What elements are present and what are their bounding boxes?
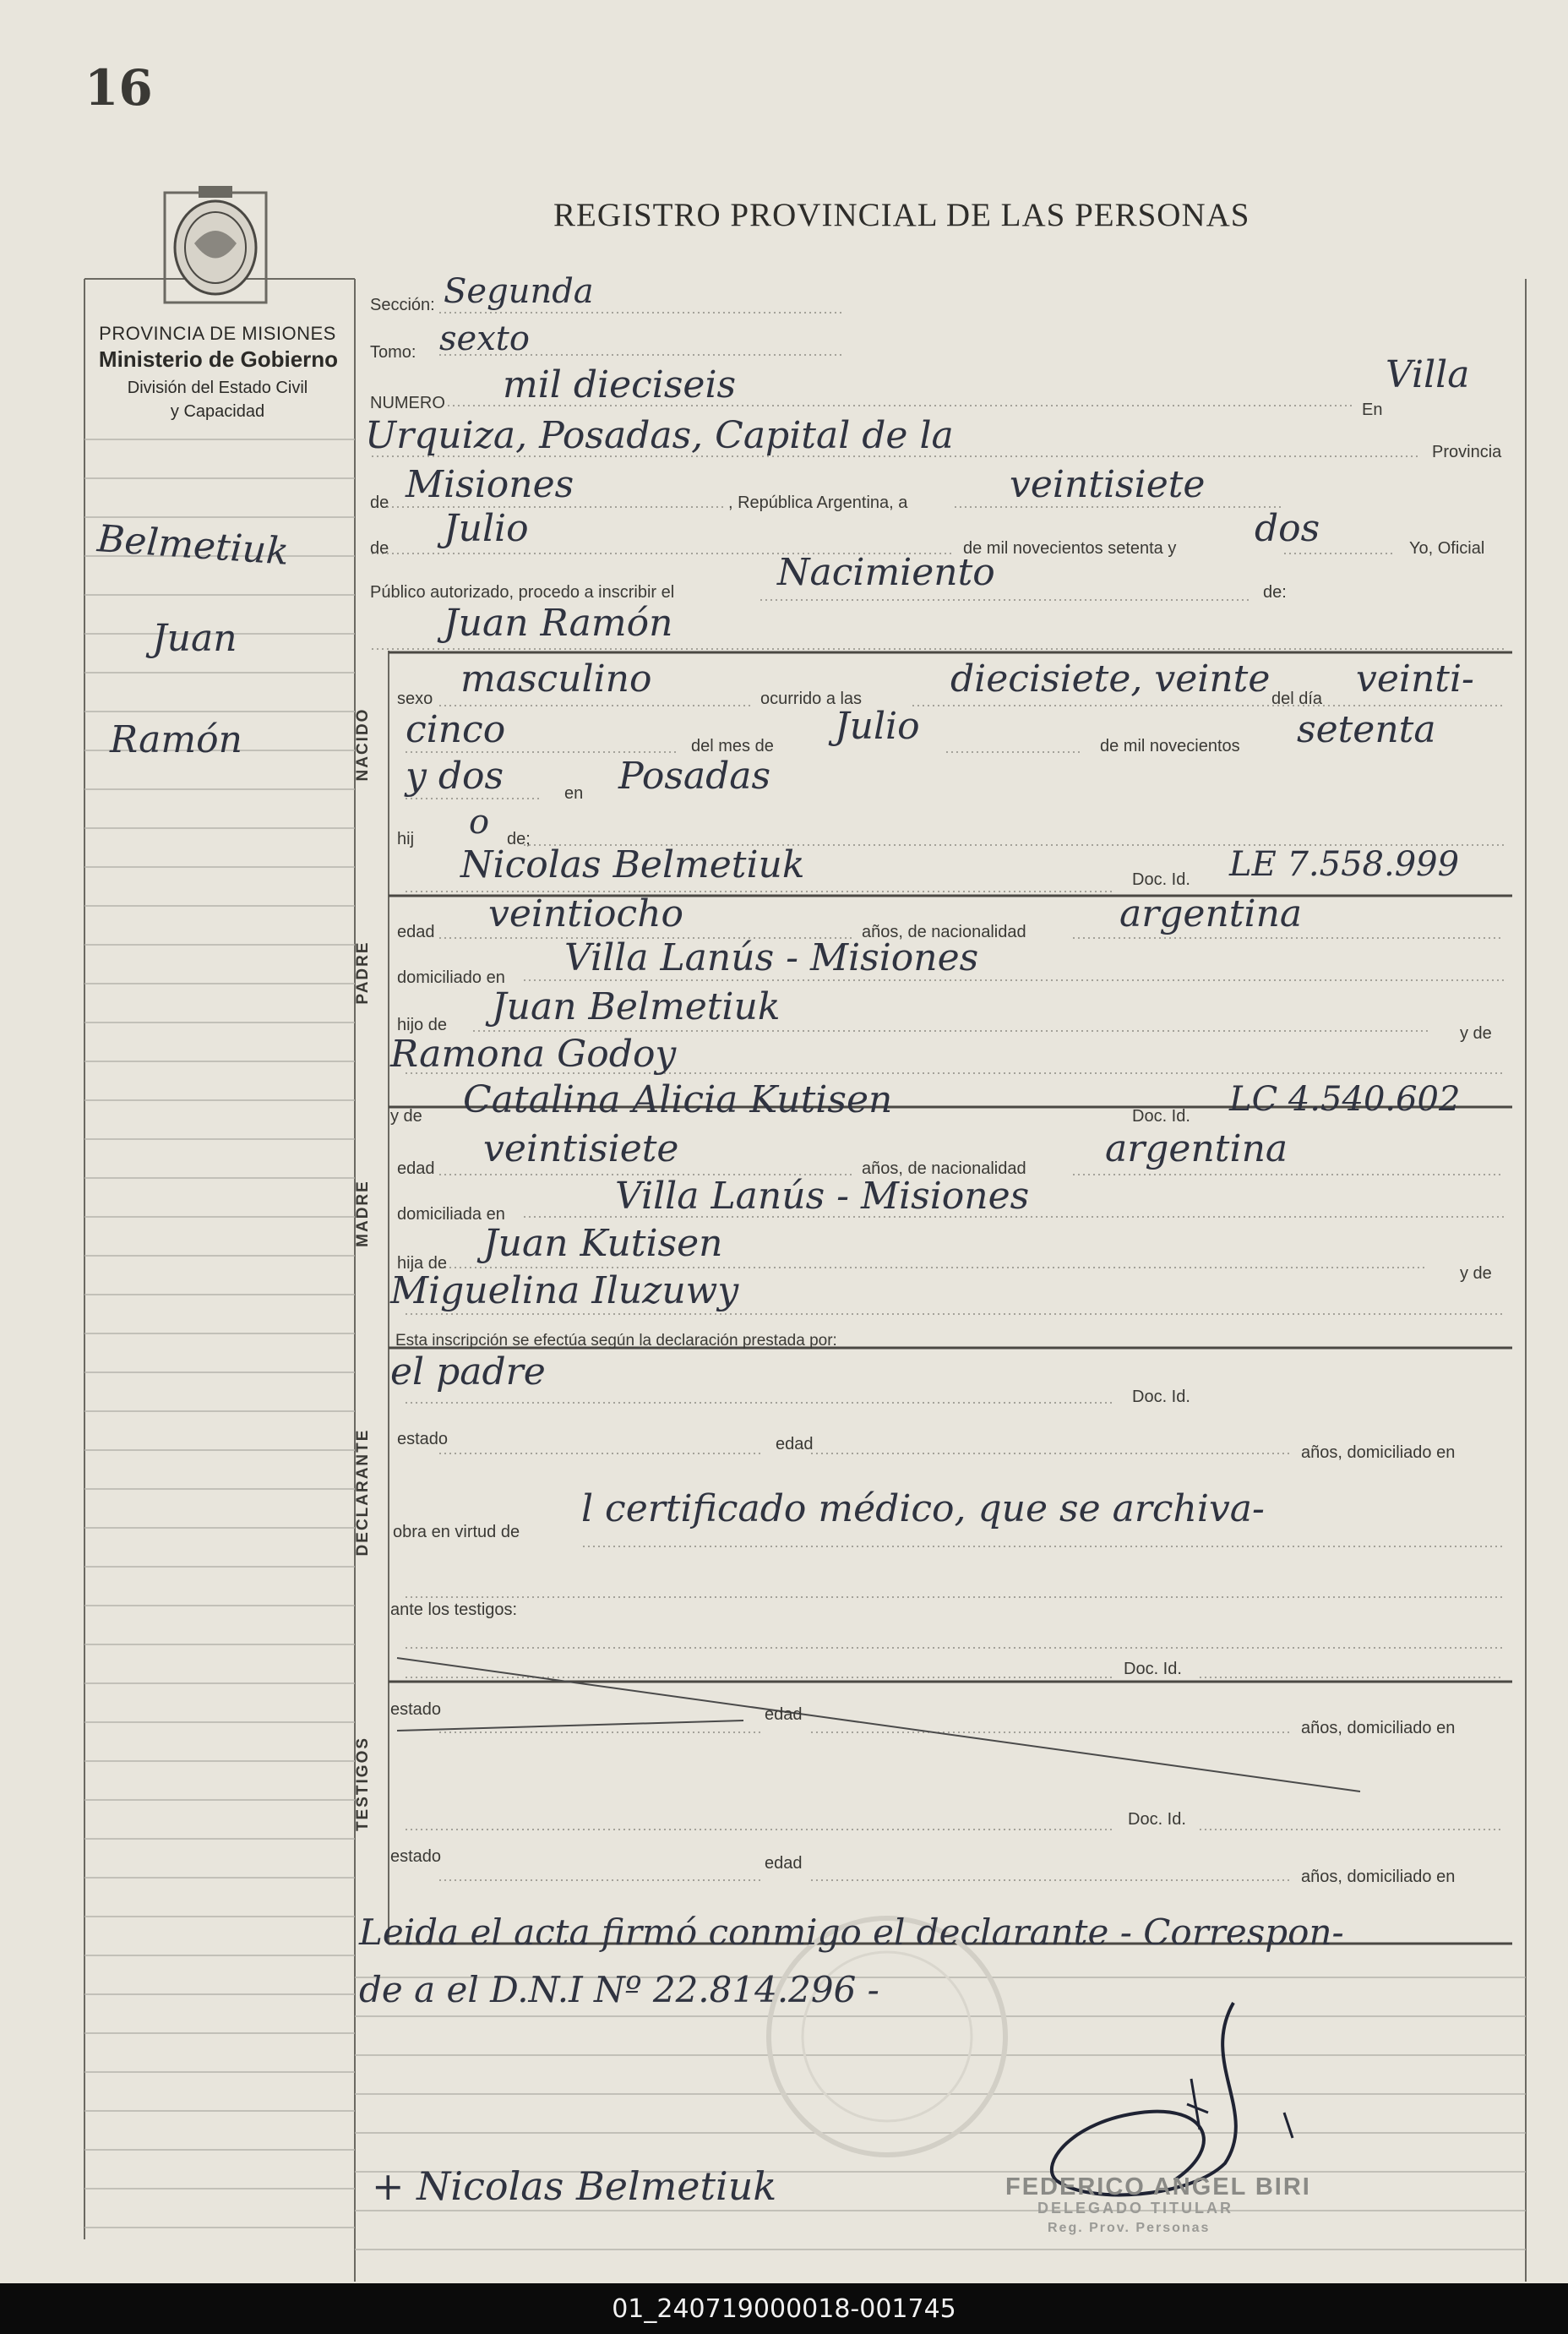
- de-label-nac: de;: [507, 830, 531, 848]
- del-dia-label: del día: [1271, 690, 1323, 708]
- padre-y-de-label: y de: [1460, 1024, 1492, 1043]
- hora-value: diecisiete, veinte: [950, 657, 1271, 701]
- seccion-label: Sección:: [370, 296, 435, 314]
- padre-madre-value: Ramona Godoy: [390, 1033, 677, 1076]
- padre-hijo-label: hijo de: [397, 1016, 447, 1034]
- testigos-section-label: TESTIGOS: [354, 1736, 372, 1832]
- hij-value: o: [469, 803, 490, 842]
- stamp-title: DELEGADO TITULAR: [1037, 2200, 1233, 2217]
- nacido-section-label: NACIDO: [354, 707, 372, 782]
- padre-hijo-value: Juan Belmetiuk: [492, 985, 781, 1028]
- madre-domicilio-label: domiciliada en: [397, 1205, 505, 1224]
- anio-label: de mil novecientos setenta y: [963, 539, 1177, 558]
- en-label-nac: en: [564, 784, 584, 803]
- testigo2-edad-label: edad: [765, 1854, 803, 1873]
- testigo2-estado-label: estado: [390, 1847, 442, 1866]
- madre-nombre-value: Catalina Alicia Kutisen: [463, 1078, 893, 1121]
- provincia-label: Provincia: [1432, 443, 1502, 461]
- margin-surname: Belmetiuk: [95, 517, 291, 574]
- padre-nombre-value: Nicolas Belmetiuk: [460, 843, 805, 886]
- obra-value: l certificado médico, que se archiva-: [581, 1487, 1265, 1530]
- en-label: En: [1362, 401, 1383, 419]
- numero-label: NUMERO: [370, 394, 445, 412]
- lugar-value-nac: Posadas: [618, 755, 771, 798]
- testigo1-estado-label: estado: [390, 1700, 442, 1719]
- stamp-name: FEDERICO ANGEL BIRI: [1005, 2173, 1311, 2200]
- de-label: de: [370, 494, 389, 512]
- padre-doc-label: Doc. Id.: [1132, 870, 1190, 889]
- madre-domicilio-value: Villa Lanús - Misiones: [615, 1175, 1030, 1218]
- tomo-label: Tomo:: [370, 343, 416, 362]
- declarante-section-label: DECLARANTE: [354, 1428, 372, 1557]
- madre-nac-label: años, de nacionalidad: [862, 1159, 1026, 1178]
- dia-value-2: cinco: [406, 708, 506, 751]
- madre-doc-value: LC 4.540.602: [1229, 1080, 1461, 1119]
- margin-name-1: Juan: [152, 617, 237, 660]
- anio-value-1: setenta: [1297, 708, 1436, 751]
- nombre-value: Juan Ramón: [444, 602, 673, 645]
- tomo-value: sexto: [439, 319, 530, 358]
- de-label-2: de: [370, 539, 389, 558]
- lugar-line2: Urquiza, Posadas, Capital de la: [365, 414, 954, 457]
- nota-line2: de a el D.N.I Nº 22.814.296 -: [359, 1969, 879, 2010]
- republica-label: , República Argentina, a: [728, 494, 908, 512]
- padre-domicilio-label: domiciliado en: [397, 968, 505, 987]
- provincia-value: Misiones: [406, 463, 574, 506]
- margin-name-2: Ramón: [110, 718, 242, 761]
- mil-nov-label: de mil novecientos: [1100, 737, 1240, 755]
- anio-value: dos: [1255, 507, 1320, 550]
- page-number: 16: [84, 59, 153, 117]
- padre-section-label: PADRE: [354, 941, 372, 1005]
- testigo1-anios-label: años, domiciliado en: [1301, 1719, 1456, 1737]
- madre-y-de-label: y de: [390, 1107, 422, 1126]
- province-emblem-icon: [161, 184, 270, 311]
- padre-nac-label: años, de nacionalidad: [862, 923, 1026, 941]
- stamp-office: Reg. Prov. Personas: [1048, 2221, 1211, 2235]
- de-colon-label: de:: [1263, 583, 1287, 602]
- numero-value: mil dieciseis: [503, 363, 737, 406]
- del-mes-label: del mes de: [691, 737, 774, 755]
- testigo1-edad-label: edad: [765, 1705, 803, 1724]
- org-capacity: y Capacidad: [170, 402, 265, 421]
- sexo-label: sexo: [397, 690, 433, 708]
- declarante-doc-label: Doc. Id.: [1132, 1388, 1190, 1406]
- mes-value: Julio: [444, 507, 529, 550]
- dia-value-1: veinti-: [1356, 657, 1474, 701]
- madre-hija-label: hija de: [397, 1254, 447, 1273]
- lugar-line1: Villa: [1386, 353, 1470, 396]
- madre-doc-label: Doc. Id.: [1132, 1107, 1190, 1126]
- testigo2-doc-label: Doc. Id.: [1128, 1810, 1186, 1829]
- declarante-estado-label: estado: [397, 1430, 449, 1448]
- madre-nac-value: argentina: [1105, 1127, 1288, 1170]
- ocurrido-label: ocurrido a las: [760, 690, 863, 708]
- hij-label: hij: [397, 830, 415, 848]
- publico-label: Público autorizado, procedo a inscribir el: [370, 583, 675, 602]
- testigos-intro-label: ante los testigos:: [390, 1601, 518, 1619]
- declarante-value: el padre: [390, 1350, 546, 1393]
- declarante-intro-label: Esta inscripción se efectúa según la declaración prestada por:: [395, 1332, 837, 1350]
- seccion-value: Segunda: [444, 272, 594, 311]
- madre-madre-value: Miguelina Iluzuwy: [390, 1269, 739, 1312]
- acto-value: Nacimiento: [777, 551, 995, 594]
- org-division: División del Estado Civil: [127, 379, 308, 397]
- yo-oficial-label: Yo, Oficial: [1409, 539, 1485, 558]
- dia-value: veintisiete: [1010, 463, 1206, 506]
- org-ministry: Ministerio de Gobierno: [98, 346, 339, 372]
- scan-footer-id: 01_240719000018-001745: [0, 2283, 1568, 2334]
- testigo1-doc-label: Doc. Id.: [1124, 1660, 1182, 1678]
- org-province: PROVINCIA DE MISIONES: [99, 323, 336, 344]
- padre-doc-value: LE 7.558.999: [1229, 845, 1460, 884]
- padre-edad-value: veintiocho: [488, 892, 684, 935]
- madre-edad-value: veintisiete: [483, 1127, 679, 1170]
- madre-hija-value: Juan Kutisen: [483, 1222, 723, 1265]
- madre-section-label: MADRE: [354, 1180, 372, 1247]
- padre-nac-value: argentina: [1119, 892, 1303, 935]
- declarante-anios-label: años, domiciliado en: [1301, 1443, 1456, 1462]
- madre-y-de-label-2: y de: [1460, 1264, 1492, 1283]
- padre-domicilio-value: Villa Lanús - Misiones: [564, 936, 979, 979]
- sexo-value: masculino: [460, 657, 652, 701]
- madre-edad-label: edad: [397, 1159, 435, 1178]
- declarante-signature: + Nicolas Belmetiuk: [372, 2163, 777, 2209]
- anio-value-2: y dos: [406, 755, 504, 798]
- padre-edad-label: edad: [397, 923, 435, 941]
- obra-label: obra en virtud de: [393, 1523, 520, 1541]
- testigo2-anios-label: años, domiciliado en: [1301, 1868, 1456, 1886]
- mes-value-nac: Julio: [835, 705, 920, 748]
- document-title: REGISTRO PROVINCIAL DE LAS PERSONAS: [553, 197, 1250, 233]
- nota-line1: Leida el acta firmó conmigo el declarante - Correspon-: [359, 1911, 1344, 1953]
- declarante-edad-label: edad: [776, 1435, 814, 1453]
